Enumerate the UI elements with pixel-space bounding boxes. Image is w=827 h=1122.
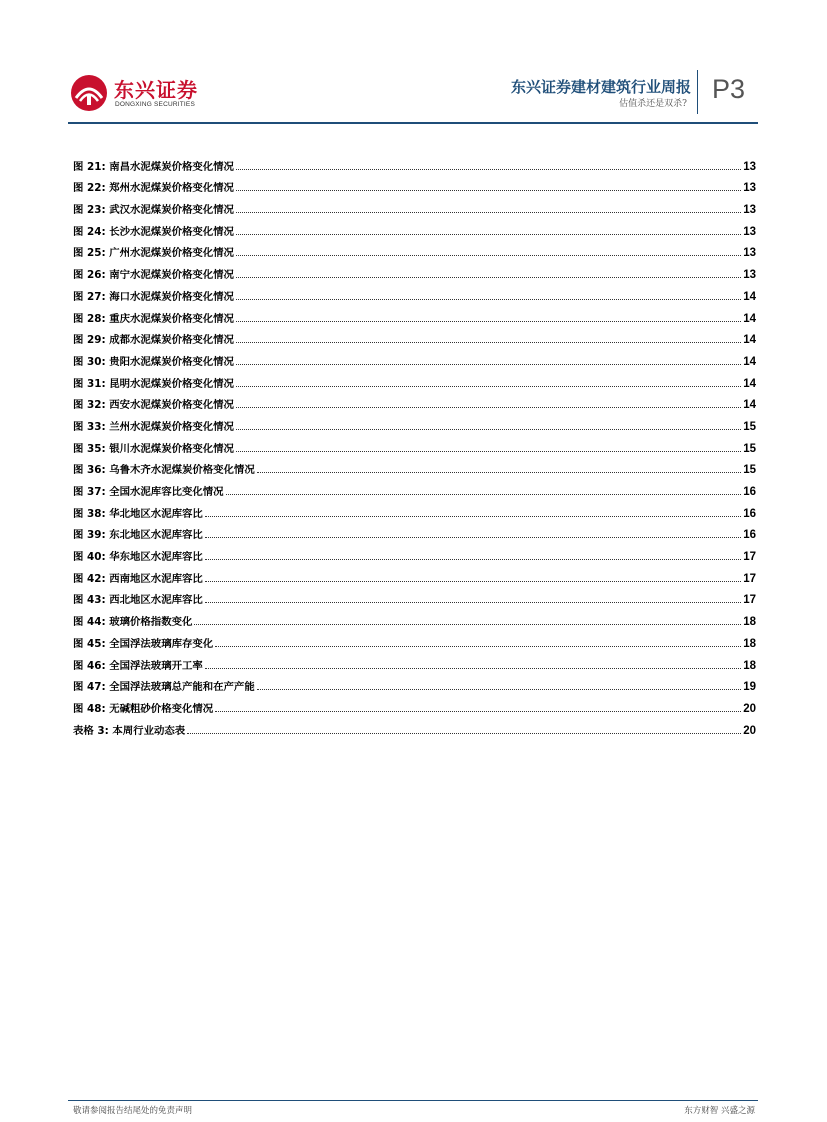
toc-dot-leader: [236, 277, 741, 278]
toc-entry[interactable]: [73, 455, 756, 477]
toc-entry-page: 14: [743, 334, 756, 347]
toc-entry-page: 13: [743, 247, 756, 260]
toc-entry[interactable]: [73, 672, 756, 694]
toc-dot-leader: [205, 559, 741, 560]
toc-entry[interactable]: [73, 585, 756, 607]
company-logo: [70, 72, 210, 114]
toc-entry-label: 图 30: 贵阳水泥煤炭价格变化情况: [73, 355, 234, 368]
toc-entry[interactable]: [73, 650, 756, 672]
toc-dot-leader: [205, 581, 741, 582]
toc-dot-leader: [226, 494, 742, 495]
toc-entry-label: 图 37: 全国水泥库容比变化情况: [73, 486, 224, 498]
header-rule: [68, 122, 758, 124]
toc-entry[interactable]: [73, 433, 756, 455]
logo-english-name: DONGXING SECURITIES: [115, 101, 196, 108]
toc-dot-leader: [236, 212, 741, 213]
toc-entry-label: 图 32: 西安水泥煤炭价格变化情况: [73, 399, 234, 412]
toc-entry[interactable]: [73, 390, 756, 412]
toc-dot-leader: [257, 689, 741, 690]
toc-entry-page: 13: [743, 269, 756, 282]
toc-entry-label: 图 27: 海口水泥煤炭价格变化情况: [73, 290, 234, 303]
toc-dot-leader: [236, 299, 741, 300]
toc-dot-leader: [236, 255, 741, 256]
header-separator: [697, 70, 698, 114]
toc-entry[interactable]: [73, 238, 756, 260]
toc-dot-leader: [205, 602, 741, 603]
toc-dot-leader: [236, 386, 741, 387]
toc-dot-leader: [236, 169, 741, 170]
toc-entry-page: 17: [743, 594, 756, 607]
toc-entry-page: 16: [743, 529, 756, 542]
toc-entry-page: 14: [743, 312, 756, 325]
toc-dot-leader: [215, 711, 741, 712]
toc-entry-label: 图 40: 华东地区水泥库容比: [73, 551, 203, 564]
toc-entry-label: 图 21: 南昌水泥煤炭价格变化情况: [73, 160, 234, 173]
toc-entry-label: 图 46: 全国浮法玻璃开工率: [73, 659, 203, 672]
toc-entry-page: 16: [743, 507, 756, 520]
toc-entry[interactable]: [73, 715, 756, 737]
toc-entry-page: 15: [743, 464, 756, 477]
toc-dot-leader: [236, 321, 741, 322]
toc-entry-page: 17: [743, 551, 756, 564]
toc-entry-label: 图 22: 郑州水泥煤炭价格变化情况: [73, 182, 234, 195]
toc-dot-leader: [236, 407, 741, 408]
toc-entry-page: 15: [743, 420, 756, 433]
toc-entry[interactable]: [73, 606, 756, 628]
toc-entry-label: 图 47: 全国浮法玻璃总产能和在产产能: [73, 681, 255, 694]
toc-entry[interactable]: [73, 476, 756, 498]
toc-dot-leader: [257, 472, 741, 473]
toc-entry-page: 20: [743, 702, 756, 715]
toc-entry-page: 14: [743, 399, 756, 412]
toc-entry-page: 19: [743, 681, 756, 694]
toc-entry[interactable]: [73, 563, 756, 585]
toc-entry-label: 图 24: 长沙水泥煤炭价格变化情况: [73, 225, 234, 238]
toc-entry-label: 图 23: 武汉水泥煤炭价格变化情况: [73, 204, 234, 217]
toc-dot-leader: [194, 624, 741, 625]
footer-disclaimer: 敬请参阅报告结尾处的免责声明: [73, 1106, 193, 1116]
toc-dot-leader: [205, 537, 741, 538]
toc-entry-label: 图 42: 西南地区水泥库容比: [73, 572, 203, 585]
toc-entry[interactable]: [73, 520, 756, 542]
toc-dot-leader: [205, 668, 741, 669]
toc-entry-label: 图 31: 昆明水泥煤炭价格变化情况: [73, 377, 234, 390]
toc-entry-label: 图 38: 华北地区水泥库容比: [73, 507, 203, 520]
toc-entry-label: 图 29: 成都水泥煤炭价格变化情况: [73, 334, 234, 347]
toc-entry-label: 图 33: 兰州水泥煤炭价格变化情况: [73, 420, 234, 433]
toc-entry[interactable]: [73, 259, 756, 281]
toc-entry[interactable]: [73, 368, 756, 390]
toc-entry-page: 14: [743, 355, 756, 368]
toc-entry[interactable]: [73, 693, 756, 715]
toc-entry-label: 图 45: 全国浮法玻璃库存变化: [73, 637, 214, 650]
toc-entry-page: 18: [743, 616, 756, 629]
toc-entry-page: 14: [743, 290, 756, 303]
toc-entry-label: 图 35: 银川水泥煤炭价格变化情况: [73, 442, 234, 455]
toc-entry[interactable]: [73, 325, 756, 347]
toc-entry-page: 13: [743, 160, 756, 173]
footer-rule: [68, 1100, 758, 1101]
report-subtitle: 估值杀还是双杀?: [619, 99, 687, 109]
footer-slogan: 东方财智 兴盛之源: [684, 1106, 755, 1116]
toc-entry[interactable]: [73, 151, 756, 173]
toc-entry-label: 图 26: 南宁水泥煤炭价格变化情况: [73, 269, 234, 282]
toc-entry[interactable]: [73, 346, 756, 368]
toc-dot-leader: [236, 190, 741, 191]
toc-entry-page: 20: [743, 724, 756, 737]
toc-entry-page: 14: [743, 377, 756, 390]
toc-entry-page: 13: [743, 182, 756, 195]
toc-entry-page: 18: [743, 637, 756, 650]
toc-dot-leader: [236, 451, 741, 452]
toc-entry-page: 13: [743, 225, 756, 238]
toc-entry-page: 17: [743, 572, 756, 585]
toc-entry-page: 16: [743, 486, 756, 498]
toc-entry-label: 图 44: 玻璃价格指数变化: [73, 616, 193, 629]
toc-entry-label: 图 43: 西北地区水泥库容比: [73, 594, 203, 607]
toc-dot-leader: [236, 234, 741, 235]
toc-entry[interactable]: [73, 303, 756, 325]
toc-entry-page: 15: [743, 442, 756, 455]
toc-entry-page: 18: [743, 659, 756, 672]
toc-entry[interactable]: [73, 194, 756, 216]
toc-dot-leader: [187, 733, 741, 734]
toc-entry[interactable]: [73, 411, 756, 433]
toc-dot-leader: [236, 429, 741, 430]
toc-entry[interactable]: [73, 281, 756, 303]
toc-entry-label: 图 39: 东北地区水泥库容比: [73, 529, 203, 542]
toc-dot-leader: [205, 516, 741, 517]
toc-list: [73, 151, 756, 737]
toc-entry[interactable]: [73, 498, 756, 520]
toc-entry-label: 图 36: 乌鲁木齐水泥煤炭价格变化情况: [73, 464, 255, 477]
page-number: P3: [712, 74, 746, 104]
toc-entry-label: 图 28: 重庆水泥煤炭价格变化情况: [73, 312, 234, 325]
toc-dot-leader: [236, 364, 741, 365]
toc-entry[interactable]: [73, 173, 756, 195]
toc-entry-label: 图 48: 无碱粗砂价格变化情况: [73, 702, 214, 715]
logo-chinese-name: 东兴证券: [114, 78, 198, 102]
toc-entry-label: 表格 3: 本周行业动态表: [73, 724, 186, 737]
toc-entry[interactable]: [73, 628, 756, 650]
toc-entry[interactable]: [73, 216, 756, 238]
toc-entry-page: 13: [743, 204, 756, 217]
toc-entry[interactable]: [73, 541, 756, 563]
report-title: 东兴证券建材建筑行业周报: [510, 78, 691, 96]
toc-entry-label: 图 25: 广州水泥煤炭价格变化情况: [73, 247, 234, 260]
toc-dot-leader: [215, 646, 741, 647]
toc-dot-leader: [236, 342, 741, 343]
dongxing-logo-icon: [70, 74, 108, 112]
